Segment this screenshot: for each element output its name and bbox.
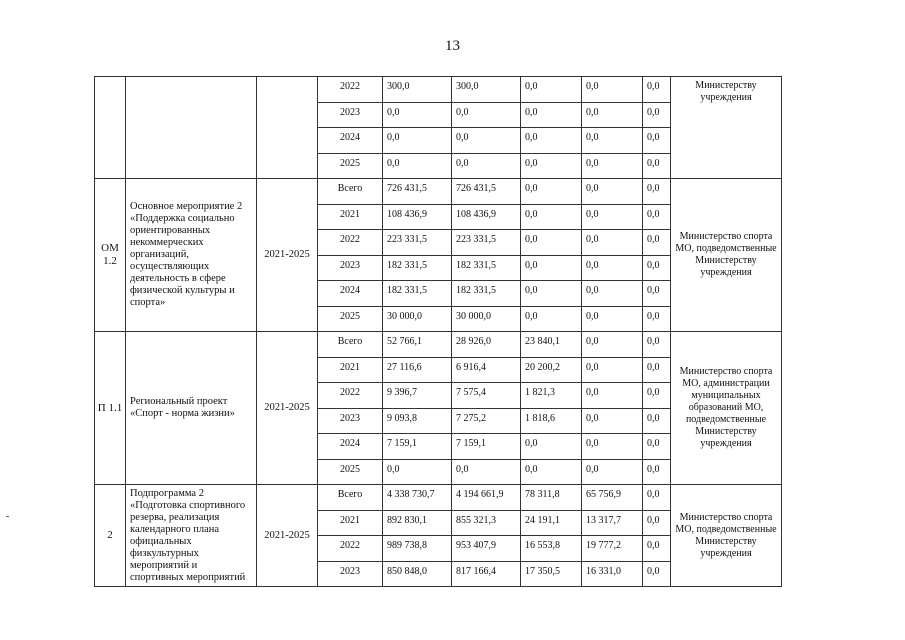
value-cell: 0,0 <box>643 230 671 256</box>
value-cell: 953 407,9 <box>452 536 521 562</box>
value-cell: 0,0 <box>643 153 671 179</box>
code-cell <box>95 77 126 179</box>
value-cell: 0,0 <box>582 332 643 358</box>
year-cell: Всего <box>318 485 383 511</box>
year-cell: 2021 <box>318 357 383 383</box>
value-cell: 0,0 <box>452 128 521 154</box>
value-cell: 6 916,4 <box>452 357 521 383</box>
year-cell: 2025 <box>318 153 383 179</box>
value-cell: 0,0 <box>582 230 643 256</box>
value-cell: 108 436,9 <box>452 204 521 230</box>
total-cell: 182 331,5 <box>383 281 452 307</box>
value-cell: 0,0 <box>582 128 643 154</box>
year-cell: 2022 <box>318 383 383 409</box>
value-cell: 0,0 <box>582 434 643 460</box>
value-cell: 182 331,5 <box>452 281 521 307</box>
total-cell: 892 830,1 <box>383 510 452 536</box>
year-cell: 2023 <box>318 255 383 281</box>
value-cell: 24 191,1 <box>521 510 582 536</box>
total-cell: 0,0 <box>383 459 452 485</box>
value-cell: 0,0 <box>643 459 671 485</box>
year-cell: 2022 <box>318 230 383 256</box>
value-cell: 726 431,5 <box>452 179 521 205</box>
value-cell: 0,0 <box>643 102 671 128</box>
value-cell: 0,0 <box>582 179 643 205</box>
period-cell: 2021-2025 <box>257 179 318 332</box>
executor-cell: Министерству учреждения <box>671 77 782 179</box>
value-cell: 0,0 <box>643 434 671 460</box>
program-finance-table <box>94 76 782 587</box>
value-cell: 0,0 <box>452 153 521 179</box>
value-cell: 16 331,0 <box>582 561 643 587</box>
value-cell: 30 000,0 <box>452 306 521 332</box>
value-cell: 0,0 <box>521 306 582 332</box>
value-cell: 0,0 <box>521 153 582 179</box>
value-cell: 0,0 <box>643 332 671 358</box>
value-cell: 0,0 <box>643 204 671 230</box>
value-cell: 0,0 <box>582 102 643 128</box>
value-cell: 1 818,6 <box>521 408 582 434</box>
value-cell: 19 777,2 <box>582 536 643 562</box>
total-cell: 9 396,7 <box>383 383 452 409</box>
year-cell: 2023 <box>318 561 383 587</box>
year-cell: 2024 <box>318 128 383 154</box>
value-cell: 0,0 <box>582 153 643 179</box>
total-cell: 52 766,1 <box>383 332 452 358</box>
value-cell: 65 756,9 <box>582 485 643 511</box>
table-row <box>95 179 782 205</box>
executor-cell: Министерство спорта МО, администрации муниципальных образований МО, подведомственные Министерству учреждения <box>671 332 782 485</box>
period-cell: 2021-2025 <box>257 485 318 587</box>
total-cell: 0,0 <box>383 102 452 128</box>
value-cell: 223 331,5 <box>452 230 521 256</box>
value-cell: 300,0 <box>452 77 521 103</box>
code-cell: ОМ 1.2 <box>95 179 126 332</box>
executor-cell: Министерство спорта МО, подведомственные Министерству учреждения <box>671 485 782 587</box>
name-cell: Подпрограмма 2 «Подготовка спортивного резерва, реализация календарного плана официальных физкультурных мероприятий и спортивных мероприятий <box>126 485 257 587</box>
value-cell: 20 200,2 <box>521 357 582 383</box>
value-cell: 0,0 <box>643 77 671 103</box>
value-cell: 1 821,3 <box>521 383 582 409</box>
total-cell: 182 331,5 <box>383 255 452 281</box>
value-cell: 0,0 <box>521 459 582 485</box>
year-cell: 2023 <box>318 102 383 128</box>
year-cell: 2024 <box>318 281 383 307</box>
value-cell: 0,0 <box>582 255 643 281</box>
value-cell: 0,0 <box>643 536 671 562</box>
value-cell: 0,0 <box>521 434 582 460</box>
page-number: 13 <box>445 38 460 54</box>
value-cell: 0,0 <box>582 357 643 383</box>
total-cell: 108 436,9 <box>383 204 452 230</box>
total-cell: 726 431,5 <box>383 179 452 205</box>
year-cell: Всего <box>318 179 383 205</box>
year-cell: 2022 <box>318 536 383 562</box>
value-cell: 817 166,4 <box>452 561 521 587</box>
value-cell: 13 317,7 <box>582 510 643 536</box>
total-cell: 300,0 <box>383 77 452 103</box>
total-cell: 4 338 730,7 <box>383 485 452 511</box>
code-cell: П 1.1 <box>95 332 126 485</box>
value-cell: 0,0 <box>643 128 671 154</box>
value-cell: 0,0 <box>521 77 582 103</box>
total-cell: 0,0 <box>383 128 452 154</box>
total-cell: 223 331,5 <box>383 230 452 256</box>
value-cell: 0,0 <box>582 281 643 307</box>
total-cell: 850 848,0 <box>383 561 452 587</box>
value-cell: 0,0 <box>643 281 671 307</box>
total-cell: 9 093,8 <box>383 408 452 434</box>
value-cell: 28 926,0 <box>452 332 521 358</box>
year-cell: 2024 <box>318 434 383 460</box>
value-cell: 7 575,4 <box>452 383 521 409</box>
value-cell: 0,0 <box>643 510 671 536</box>
value-cell: 0,0 <box>521 179 582 205</box>
value-cell: 0,0 <box>521 204 582 230</box>
year-cell: 2021 <box>318 510 383 536</box>
value-cell: 0,0 <box>521 230 582 256</box>
value-cell: 0,0 <box>452 459 521 485</box>
value-cell: 7 275,2 <box>452 408 521 434</box>
value-cell: 0,0 <box>521 128 582 154</box>
name-cell: Региональный проект «Спорт - норма жизни» <box>126 332 257 485</box>
value-cell: 0,0 <box>521 102 582 128</box>
value-cell: 0,0 <box>643 408 671 434</box>
year-cell: 2025 <box>318 459 383 485</box>
code-cell: 2 <box>95 485 126 587</box>
year-cell: 2023 <box>318 408 383 434</box>
name-cell <box>126 77 257 179</box>
value-cell: 0,0 <box>582 459 643 485</box>
value-cell: 17 350,5 <box>521 561 582 587</box>
value-cell: 23 840,1 <box>521 332 582 358</box>
value-cell: 0,0 <box>643 485 671 511</box>
table-row <box>95 332 782 358</box>
period-cell <box>257 77 318 179</box>
value-cell: 0,0 <box>452 102 521 128</box>
value-cell: 0,0 <box>643 179 671 205</box>
value-cell: 0,0 <box>582 77 643 103</box>
table-row <box>95 485 782 511</box>
value-cell: 16 553,8 <box>521 536 582 562</box>
scan-speck <box>6 516 9 517</box>
value-cell: 0,0 <box>643 306 671 332</box>
value-cell: 78 311,8 <box>521 485 582 511</box>
name-cell: Основное мероприятие 2 «Поддержка социально ориентированных некоммерческих организаций, осуществляющих деятельность в сфере физической культуры и спорта» <box>126 179 257 332</box>
value-cell: 0,0 <box>582 306 643 332</box>
total-cell: 0,0 <box>383 153 452 179</box>
total-cell: 989 738,8 <box>383 536 452 562</box>
value-cell: 0,0 <box>521 255 582 281</box>
value-cell: 0,0 <box>582 408 643 434</box>
value-cell: 855 321,3 <box>452 510 521 536</box>
total-cell: 27 116,6 <box>383 357 452 383</box>
period-cell: 2021-2025 <box>257 332 318 485</box>
value-cell: 0,0 <box>643 255 671 281</box>
value-cell: 182 331,5 <box>452 255 521 281</box>
value-cell: 4 194 661,9 <box>452 485 521 511</box>
year-cell: 2025 <box>318 306 383 332</box>
year-cell: 2022 <box>318 77 383 103</box>
value-cell: 0,0 <box>643 357 671 383</box>
table-row <box>95 77 782 103</box>
year-cell: 2021 <box>318 204 383 230</box>
value-cell: 0,0 <box>643 561 671 587</box>
value-cell: 0,0 <box>582 383 643 409</box>
total-cell: 7 159,1 <box>383 434 452 460</box>
value-cell: 0,0 <box>521 281 582 307</box>
year-cell: Всего <box>318 332 383 358</box>
value-cell: 0,0 <box>582 204 643 230</box>
total-cell: 30 000,0 <box>383 306 452 332</box>
value-cell: 0,0 <box>643 383 671 409</box>
executor-cell: Министерство спорта МО, подведомственные Министерству учреждения <box>671 179 782 332</box>
value-cell: 7 159,1 <box>452 434 521 460</box>
